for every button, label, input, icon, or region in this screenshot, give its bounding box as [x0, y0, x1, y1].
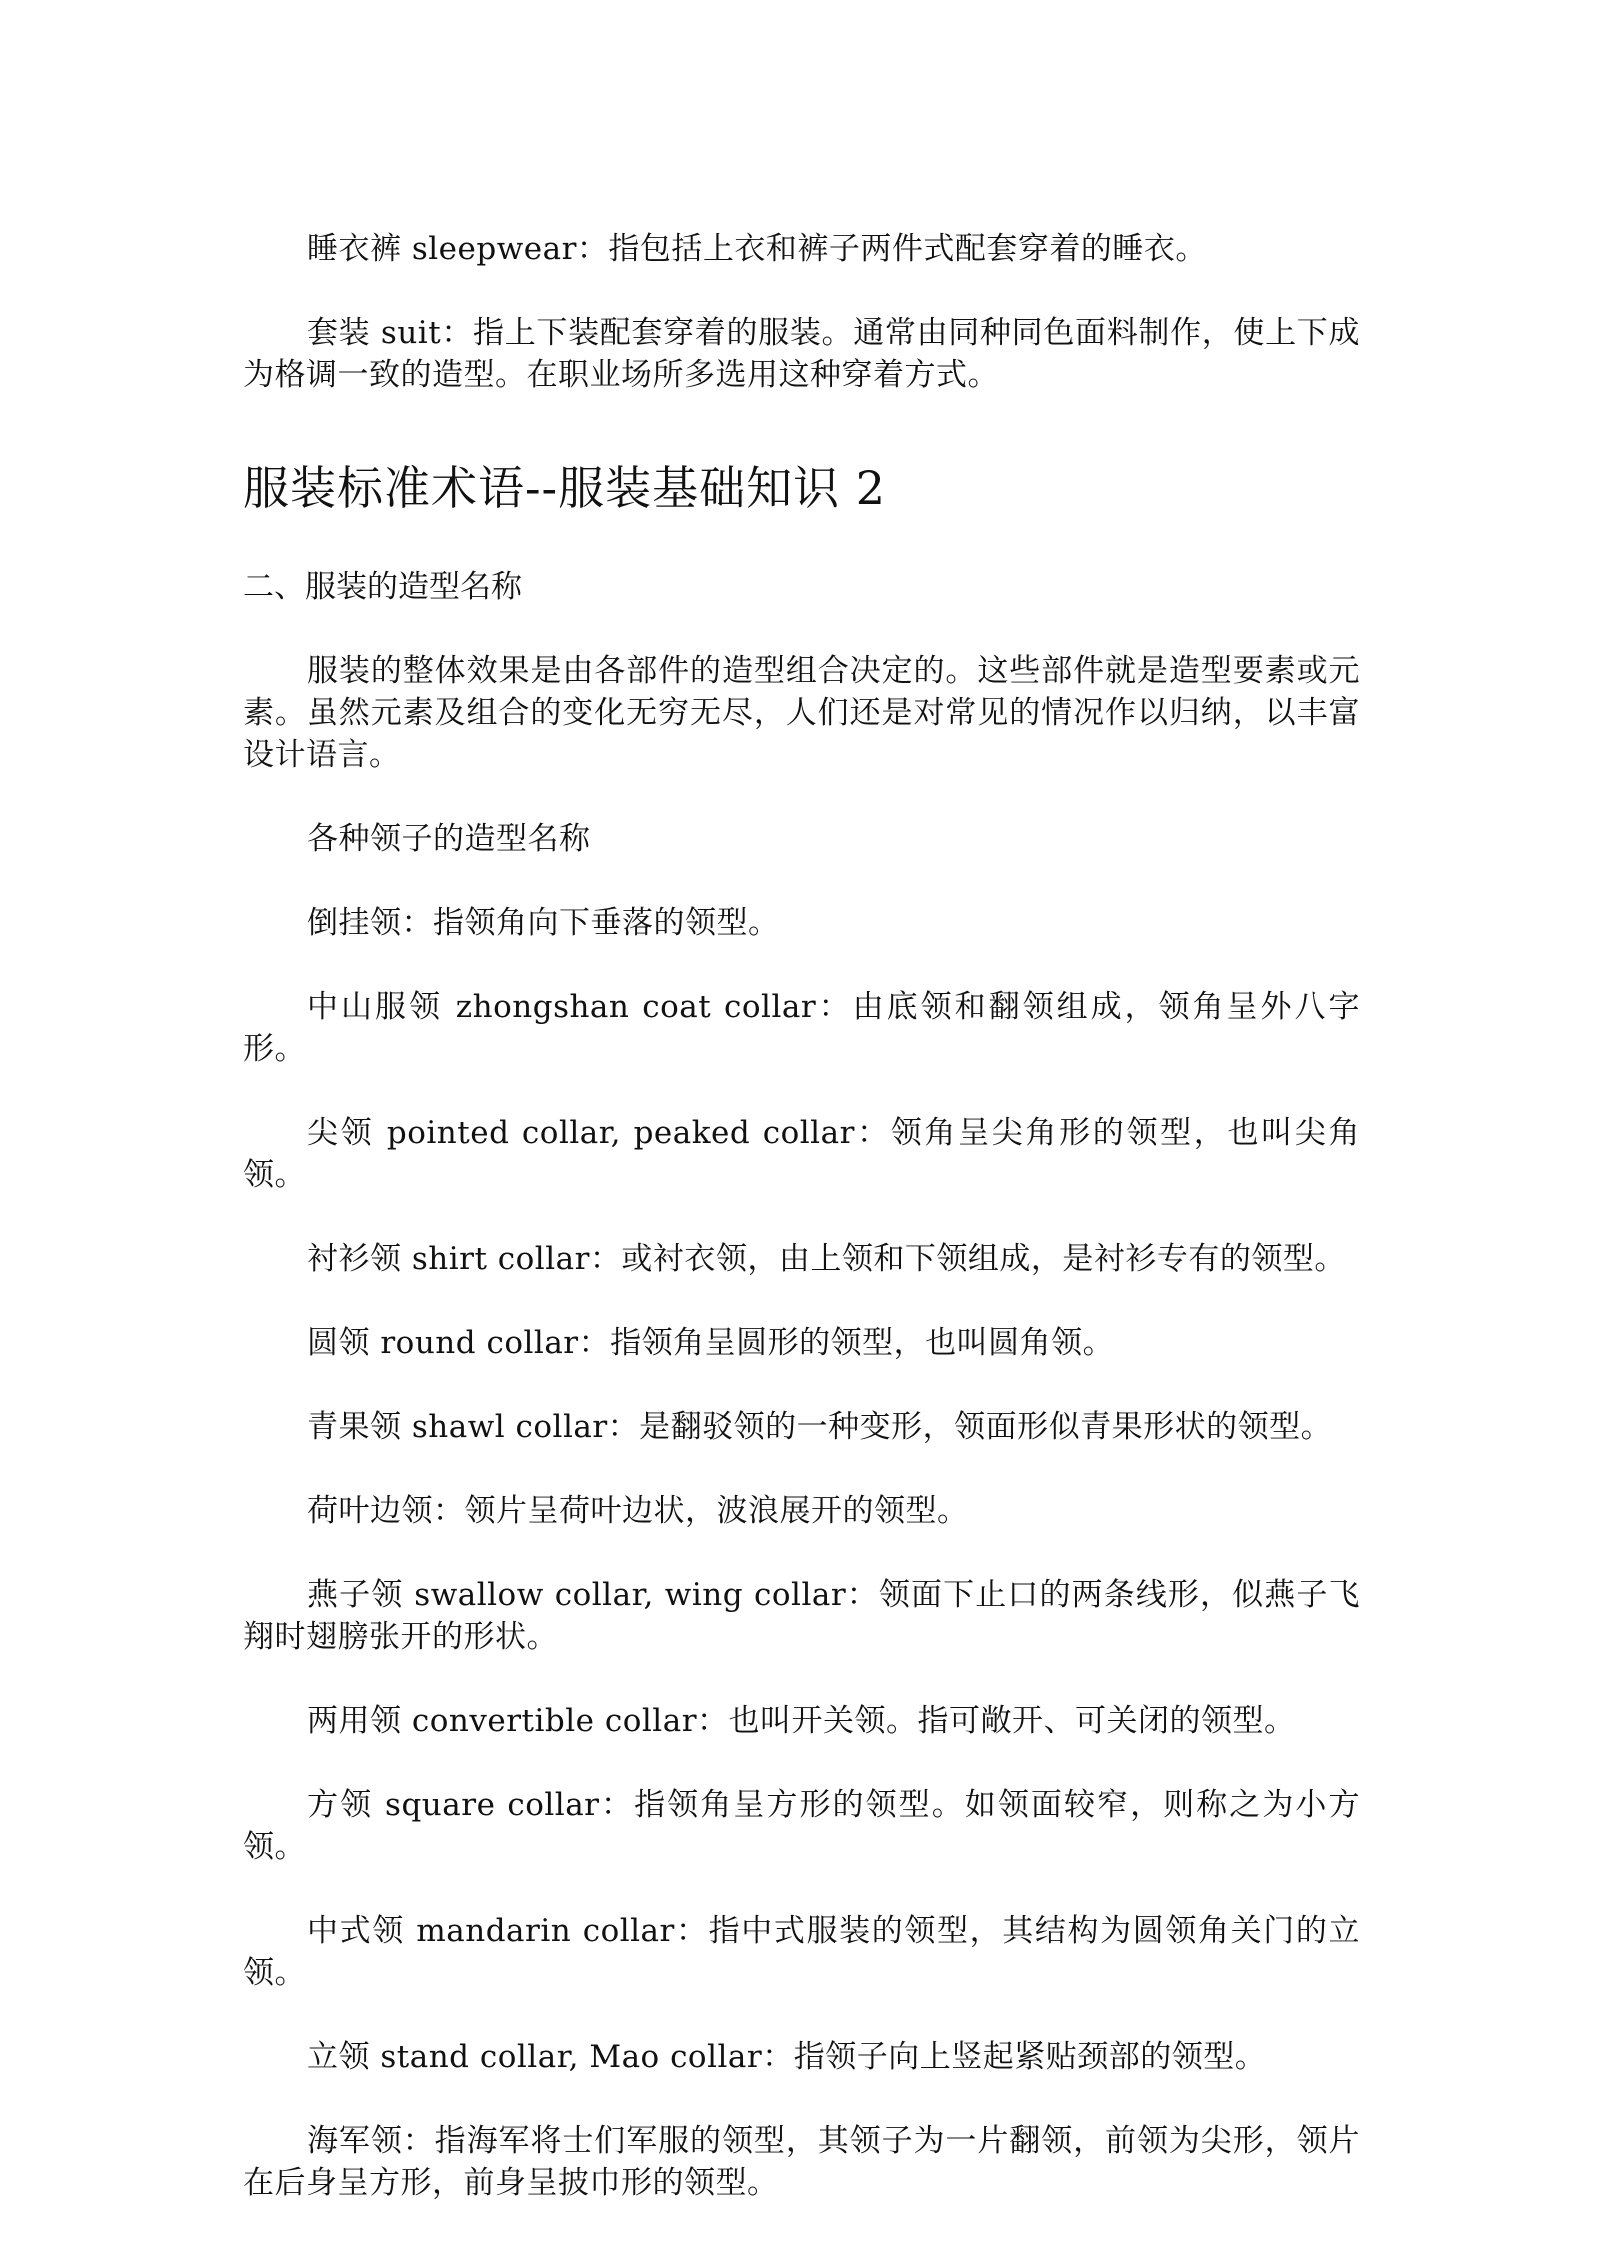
list-item: 荷叶边领：领片呈荷叶边状，波浪展开的领型。 — [307, 1493, 969, 1529]
list-item: 圆领 round collar：指领角呈圆形的领型，也叫圆角领。 — [307, 1325, 1115, 1361]
list-item: 中山服领 zhongshan coat collar：由底领和翻领组成，领角呈外八字形。 — [243, 989, 1360, 1067]
list-item: 海军领：指海军将士们军服的领型，其领子为一片翻领，前领为尖形，领片在后身呈方形，前身呈披巾形的领型。 — [243, 2123, 1360, 2201]
list-item: 方领 square collar：指领角呈方形的领型。如领面较窄，则称之为小方领。 — [243, 1787, 1360, 1865]
list-item: 倒挂领：指领角向下垂落的领型。 — [307, 905, 780, 941]
list-item: 两用领 convertible collar：也叫开关领。指可敞开、可关闭的领型。 — [307, 1703, 1296, 1739]
paragraph-intro: 服装的整体效果是由各部件的造型组合决定的。这些部件就是造型要素或元素。虽然元素及组合的变化无穷无尽，人们还是对常见的情况作以归纳，以丰富设计语言。 — [243, 653, 1360, 773]
list-item: 衬衫领 shirt collar：或衬衣领，由上领和下领组成，是衬衫专有的领型。 — [307, 1241, 1346, 1277]
list-item: 燕子领 swallow collar, wing collar：领面下止口的两条线形，似燕子飞翔时翅膀张开的形状。 — [243, 1577, 1360, 1655]
subheading-collar-types: 各种领子的造型名称 — [307, 821, 591, 857]
paragraph-sleepwear: 睡衣裤 sleepwear：指包括上衣和裤子两件式配套穿着的睡衣。 — [307, 231, 1207, 267]
list-item: 尖领 pointed collar, peaked collar：领角呈尖角形的领型，也叫尖角领。 — [243, 1115, 1360, 1193]
section-title: 二、服装的造型名称 — [243, 569, 522, 605]
paragraph-suit: 套装 suit：指上下装配套穿着的服装。通常由同种同色面料制作，使上下成为格调一致的造型。在职业场所多选用这种穿着方式。 — [243, 315, 1360, 393]
list-item: 青果领 shawl collar：是翻驳领的一种变形，领面形似青果形状的领型。 — [307, 1409, 1333, 1445]
document-body — [243, 228, 1360, 2204]
list-item: 中式领 mandarin collar：指中式服装的领型，其结构为圆领角关门的立领。 — [243, 1913, 1360, 1991]
page-heading: 服装标准术语--服装基础知识 2 — [243, 461, 886, 515]
list-item: 立领 stand collar, Mao collar：指领子向上竖起紧贴颈部的领型。 — [307, 2039, 1267, 2075]
